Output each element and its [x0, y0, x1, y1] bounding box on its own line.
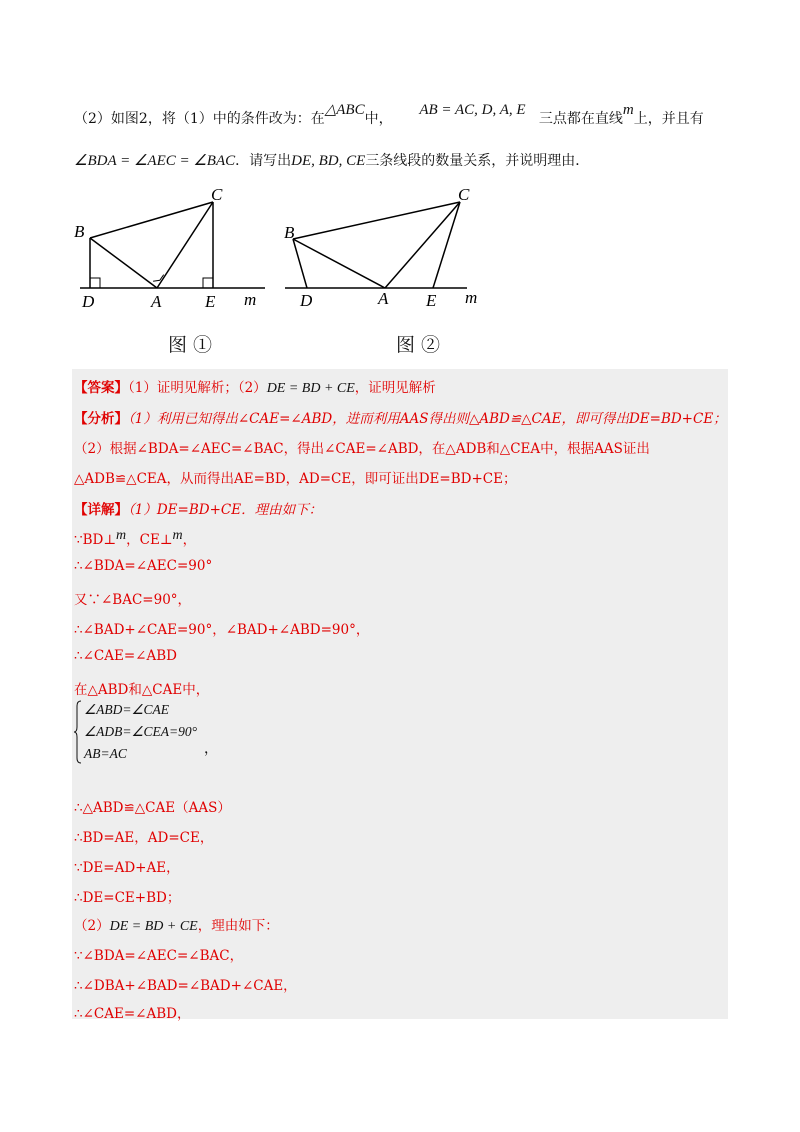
detail-row-13: ∴∠CAE=∠ABD，	[74, 1006, 191, 1022]
system-comma: ，	[204, 741, 218, 757]
fig2-label-m: m	[465, 288, 478, 307]
fig1-label-E: E	[205, 292, 216, 310]
q2-mid: ．请写出	[235, 153, 292, 169]
detail-p2b: ，理由如下：	[197, 918, 279, 934]
q1-prefix: （2）如图2，将（1）中的条件改为：在	[74, 111, 325, 127]
answer-formula: DE = BD + CE	[266, 381, 355, 396]
detail-tag: 【详解】	[74, 502, 128, 518]
analysis-row-2: （2）根据∠BDA=∠AEC=∠BAC，得出∠CAE=∠ABD，在△ADB和△CEA中，根据AAS证出	[74, 441, 650, 457]
fig1-label-m: m	[244, 290, 257, 309]
detail-l1-m1: m	[116, 528, 127, 543]
answer-tag: 【答案】	[74, 380, 128, 396]
detail-row-10: ∴DE=CE+BD；	[74, 890, 181, 906]
detail-row-6: 在△ABD和△CAE中，	[74, 682, 210, 698]
detail-row-2: ∴∠BDA=∠AEC=90°	[74, 558, 213, 574]
q1-suffix: 上，并且有	[633, 111, 704, 127]
analysis-tag: 【分析】	[74, 411, 128, 427]
fig2-label-E: E	[426, 291, 437, 310]
q1-condition: AB = AC, D, A, E	[419, 102, 526, 118]
fig2-label-D: D	[300, 291, 313, 310]
detail-row-8: ∴BD=AE，AD=CE，	[74, 830, 214, 846]
detail-p2-formula: DE = BD + CE	[109, 919, 198, 934]
q2-segments: DE, BD, CE	[291, 153, 366, 169]
question-line-1	[74, 102, 704, 128]
brace-icon	[74, 700, 82, 764]
figure-1-svg	[70, 185, 280, 310]
detail-row-7: ∴△ABD≌△CAE（AAS）	[74, 800, 231, 816]
figure-2-caption: 图 ②	[396, 334, 441, 356]
q2-angles: ∠BDA = ∠AEC = ∠BAC	[74, 153, 236, 169]
detail-row-11: ∵∠BDA=∠AEC=∠BAC，	[74, 948, 244, 964]
figure-2	[280, 182, 495, 310]
detail-row-head	[74, 498, 322, 518]
detail-row-4: ∴∠BAD+∠CAE=90°，∠BAD+∠ABD=90°，	[74, 622, 370, 638]
answer-row	[74, 376, 436, 397]
detail-l1b: ，CE⊥	[126, 532, 173, 548]
detail-row-1	[74, 528, 196, 549]
system-line-1: ∠ABD=∠CAE	[84, 702, 170, 717]
fig2-label-A: A	[378, 289, 389, 308]
figure-1	[70, 185, 280, 310]
analysis-row-1	[74, 407, 727, 427]
analysis-row-3: △ADB≌△CEA，从而得出AE=BD，AD=CE，即可证出DE=BD+CE；	[74, 471, 517, 487]
detail-row-3: 又∵∠BAC=90°，	[74, 592, 192, 608]
q1-line-m: m	[622, 102, 634, 118]
fig1-label-C: C	[211, 185, 223, 204]
detail-head: （1）DE=BD+CE．理由如下：	[128, 502, 323, 518]
detail-l1c: ，	[182, 532, 197, 548]
answer-part1: （1）证明见解析；（2）	[128, 380, 267, 396]
q1-triangle: △ABC	[324, 102, 365, 118]
fig1-label-B: B	[74, 222, 85, 241]
fig2-label-B: B	[284, 223, 295, 242]
equation-system	[74, 700, 218, 768]
analysis-line-1: （1）利用已知得出∠CAE=∠ABD，进而利用AAS得出则△ABD≌△CAE，即可得出DE=BD+CE；	[128, 411, 727, 427]
fig1-label-A: A	[151, 292, 162, 310]
q1-mid1: 中，	[364, 111, 393, 127]
detail-l1-m2: m	[172, 528, 183, 543]
system-line-3: AB=AC	[84, 746, 127, 761]
detail-l1a: ∵BD⊥	[74, 532, 117, 548]
question-line-2	[74, 150, 589, 170]
detail-row-9: ∵DE=AD+AE，	[74, 860, 180, 876]
detail-row-5: ∴∠CAE=∠ABD	[74, 648, 177, 664]
system-line-2: ∠ADB=∠CEA=90°	[84, 724, 198, 739]
detail-row-part2	[74, 914, 279, 935]
detail-row-12: ∴∠DBA+∠BAD=∠BAD+∠CAE，	[74, 978, 297, 994]
answer-part2: ，证明见解析	[354, 380, 436, 396]
q2-suffix: 三条线段的数量关系，并说明理由．	[365, 153, 590, 169]
detail-p2a: （2）	[74, 918, 110, 934]
fig2-label-C: C	[458, 185, 470, 204]
figure-2-svg	[280, 182, 495, 310]
figure-1-caption: 图 ①	[168, 334, 213, 356]
fig1-label-D: D	[82, 292, 95, 310]
q1-mid2: 三点都在直线	[538, 111, 623, 127]
